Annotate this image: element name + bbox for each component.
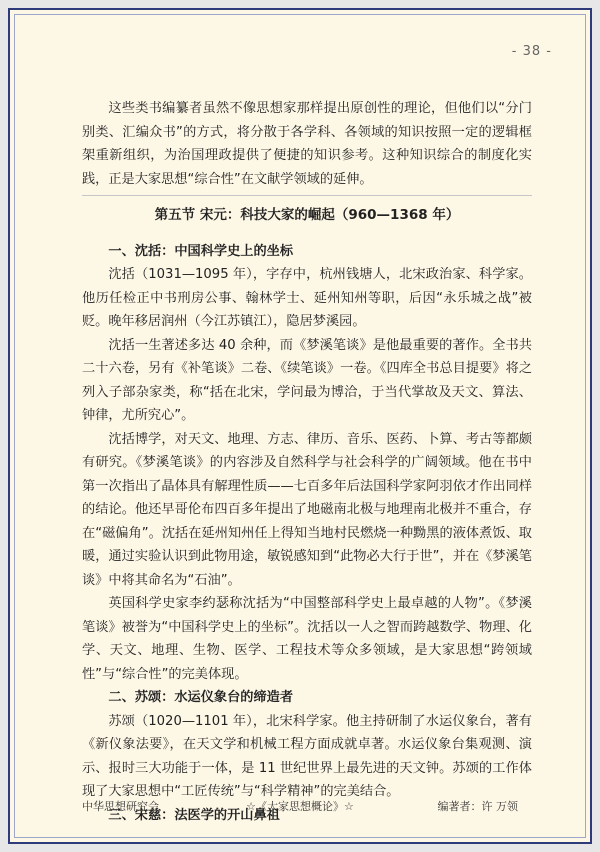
page — [8, 8, 592, 844]
paragraph: 苏颂（1020—1101 年），北宋科学家。他主持研制了水运仪象台，著有《新仪象法要》，在天文学和机械工程方面成就卓著。水运仪象台集观测、演示、报时三大功能于一体，是 11 世纪世界上最先进的天文钟。苏颂的工作体现了大家思想中“工匠传统”与“科学精神”的完美结合。 — [82, 713, 532, 799]
intro-paragraph: 这些类书编纂者虽然不像思想家那样提出原创性的理论，但他们以“分门别类、汇编众书”的方式，将分散于各学科、各领域的知识按照一定的逻辑框架重新组织，为治国理政提供了便捷的知识参考。这种知识综合的制度化实践，正是大家思想“综合性”在文献学领域的延伸。 — [82, 101, 532, 187]
subsection-heading-song-ci: 三、宋慈：法医学的开山鼻祖 — [108, 807, 280, 823]
paragraph: 沈括博学，对天文、地理、方志、律历、音乐、医药、卜算、考古等都颇有研究。《梦溪笔谈》的内容涉及自然科学与社会科学的广阔领域。他在书中第一次指出了晶体具有解理性质——七百多年后法国科学家阿羽依才作出同样的结论。他还早哥伦布四百多年提出了地磁南北极与地理南北极并不重合，存在“磁偏角”。沈括在延州知州任上得知当地村民燃烧一种黝黑的液体煮饭、取暖，通过实验认识到此物用途，敏锐感知到“此物必大行于世”，并在《梦溪笔谈》中将其命名为“石油”。 — [82, 431, 532, 588]
page-content — [82, 97, 532, 827]
subsection-heading-su-song: 二、苏颂：水运仪象台的缔造者 — [108, 690, 294, 705]
paragraph: 英国科学史家李约瑟称沈括为“中国整部科学史上最卓越的人物”。《梦溪笔谈》被誉为“中国科学史上的坐标”。沈括以一人之智而跨越数学、物理、化学、天文、地理、生物、医学、工程技术等众多领域，是大家思想“跨领域性”与“综合性”的完美体现。 — [82, 596, 532, 682]
section-divider — [82, 195, 532, 196]
paragraph: 沈括（1031—1095 年），字存中，杭州钱塘人，北宋政治家、科学家。他历任检正中书刑房公事、翰林学士、延州知州等职，后因“永乐城之战”被贬。晚年移居润州（今江苏镇江），隐居梦溪园。 — [82, 267, 532, 329]
footer-organization: 中华思想研究会 — [82, 800, 159, 813]
footer-book-title: ☆《大家思想概论》☆ — [246, 800, 354, 813]
footer-author: 编著者：许 万领 — [437, 800, 518, 813]
page-number: - 38 - — [511, 44, 552, 59]
section-title: 第五节 宋元：科技大家的崛起（960—1368 年） — [154, 207, 460, 223]
paragraph: 沈括一生著述多达 40 余种，而《梦溪笔谈》是他最重要的著作。全书共二十六卷，另有《补笔谈》二卷、《续笔谈》一卷。《四库全书总目提要》将之列入子部杂家类，称“括在北宋，学问最为博洽，于当代掌故及天文、算法、钟律，尤所究心”。 — [82, 337, 532, 423]
subsection-heading-shen-kuo: 一、沈括：中国科学史上的坐标 — [108, 243, 294, 259]
